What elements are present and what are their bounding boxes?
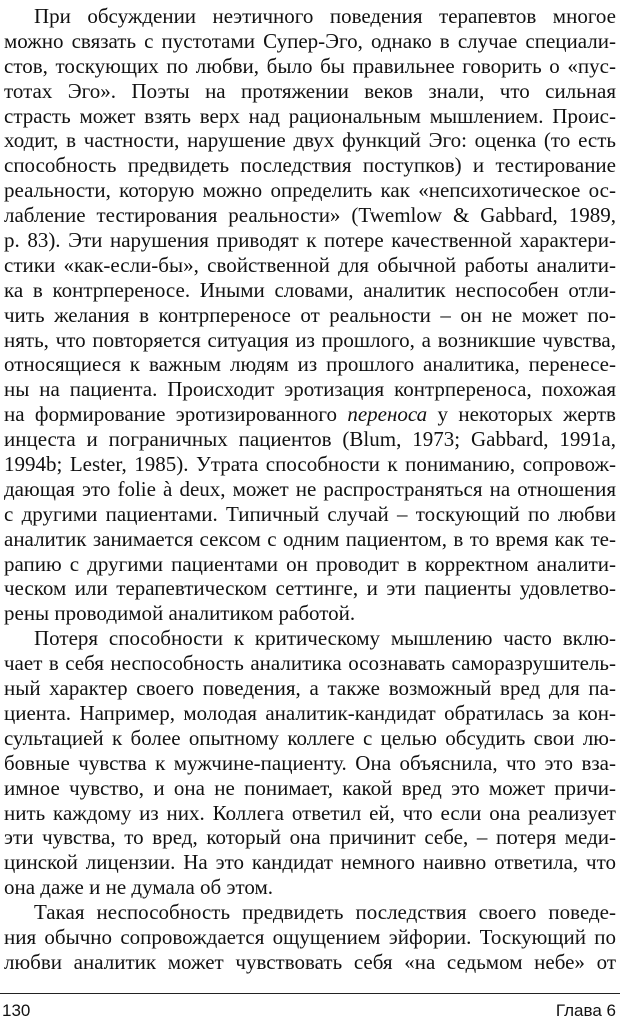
text-line: 1994b; Lester, 1985). Утрата способности к пониманию, сопровож- [4,452,616,477]
text-segment: у некоторых жертв [427,402,616,427]
text-line: способность предвидеть последствия поступков) и тестирование [4,153,616,178]
text-line: реальности, которую можно определить как «непсихотическое ос- [4,178,616,203]
text-line: она даже и не думала об этом. [4,875,274,900]
text-line: p. 83). Эти нарушения приводят к потере качественной характери- [4,228,616,253]
text-line: имное чувство, и она не понимает, какой вред это может причи- [4,775,616,800]
text-line: циента. Например, молодая аналитик-кандидат обратилась за кон- [4,700,616,725]
text-line: с другими пациентами. Типичный случай – тоскующий по любви [4,501,616,526]
text-line: сультацией к более опытному коллеге с целью обсудить свои лю- [4,725,616,750]
text-line: эти чувства, то вред, который она причинит себе, – потеря меди- [4,825,616,850]
text-line: стики «как-если-бы», свойственной для обычной работы аналити- [4,252,616,277]
page-number: 130 [2,1001,31,1020]
text-line: чает в себя неспособность аналитика осознавать саморазрушитель- [4,651,616,676]
italic-term: переноса [347,402,428,427]
text-line: дающая это folie à deux, может не распространяться на отношения [4,476,616,501]
text-line: ния обычно сопровождается ощущением эйфории. Тоскующий по [4,924,616,949]
text-line: При обсуждении неэтичного поведения терапевтов многое [34,4,616,28]
text-line: аналитик занимается сексом с одним пациентом, в то время как те- [4,526,616,551]
text-line: рены проводимой аналитиком работой. [4,601,356,626]
text-line: ка в контрпереносе. Иными словами, аналитик неспособен отли- [4,277,616,302]
text-line: чить желания в контрпереносе от реальности – он не может по- [4,302,616,327]
text-line: относящиеся к важным людям из прошлого аналитика, перенесе- [4,352,616,377]
text-line: рапию с другими пациентами он проводит в корректном аналити- [4,551,616,576]
text-line: ходит, в частности, нарушение двух функций Эго: оценка (то есть [4,128,616,153]
text-line: бовные чувства к мужчине-пациенту. Она объяснила, что это вза- [4,750,616,775]
text-line: Такая неспособность предвидеть последствия своего поведе- [34,900,616,925]
text-line: нять, что повторяется ситуация из прошлого, а возникшие чувства, [4,327,616,352]
body-text [4,4,616,975]
text-line: Потеря способности к критическому мышлению часто вклю- [34,626,616,651]
chapter-label: Глава 6 [555,1001,616,1020]
text-line: страсть может взять верх над рациональным мышлением. Проис- [4,103,616,128]
text-line: нить каждому из них. Коллега ответил ей, что если она реализует [4,800,616,825]
text-line: можно связать с пустотами Супер-Эго, однако в случае специали- [4,28,616,53]
text-line: ческом или терапевтическом сеттинге, и эти пациенты удовлетво- [4,576,616,601]
text-line: ный характер своего поведения, а также возможный вред для па- [4,676,616,701]
text-line-with-italic [4,402,616,427]
text-line: лабление тестирования реальности» (Twemlow & Gabbard, 1989, [4,203,616,228]
text-line: инцеста и пограничных пациентов (Blum, 1973; Gabbard, 1991a, [4,427,616,452]
text-line: цинской лицензии. На это кандидат немного наивно ответила, что [4,850,616,875]
footer-divider [0,993,620,994]
text-line: стов, тоскующих по любви, было бы правильнее говорить о «пус- [4,53,616,78]
text-line: тотах Эго». Поэты на протяжении веков знали, что сильная [4,78,616,103]
text-segment: на формирование эротизированного [4,402,348,427]
text-line: ны на пациента. Происходит эротизация контрпереноса, похожая [4,377,616,402]
text-line: любви аналитик может чувствовать себя «на седьмом небе» от [4,949,616,974]
